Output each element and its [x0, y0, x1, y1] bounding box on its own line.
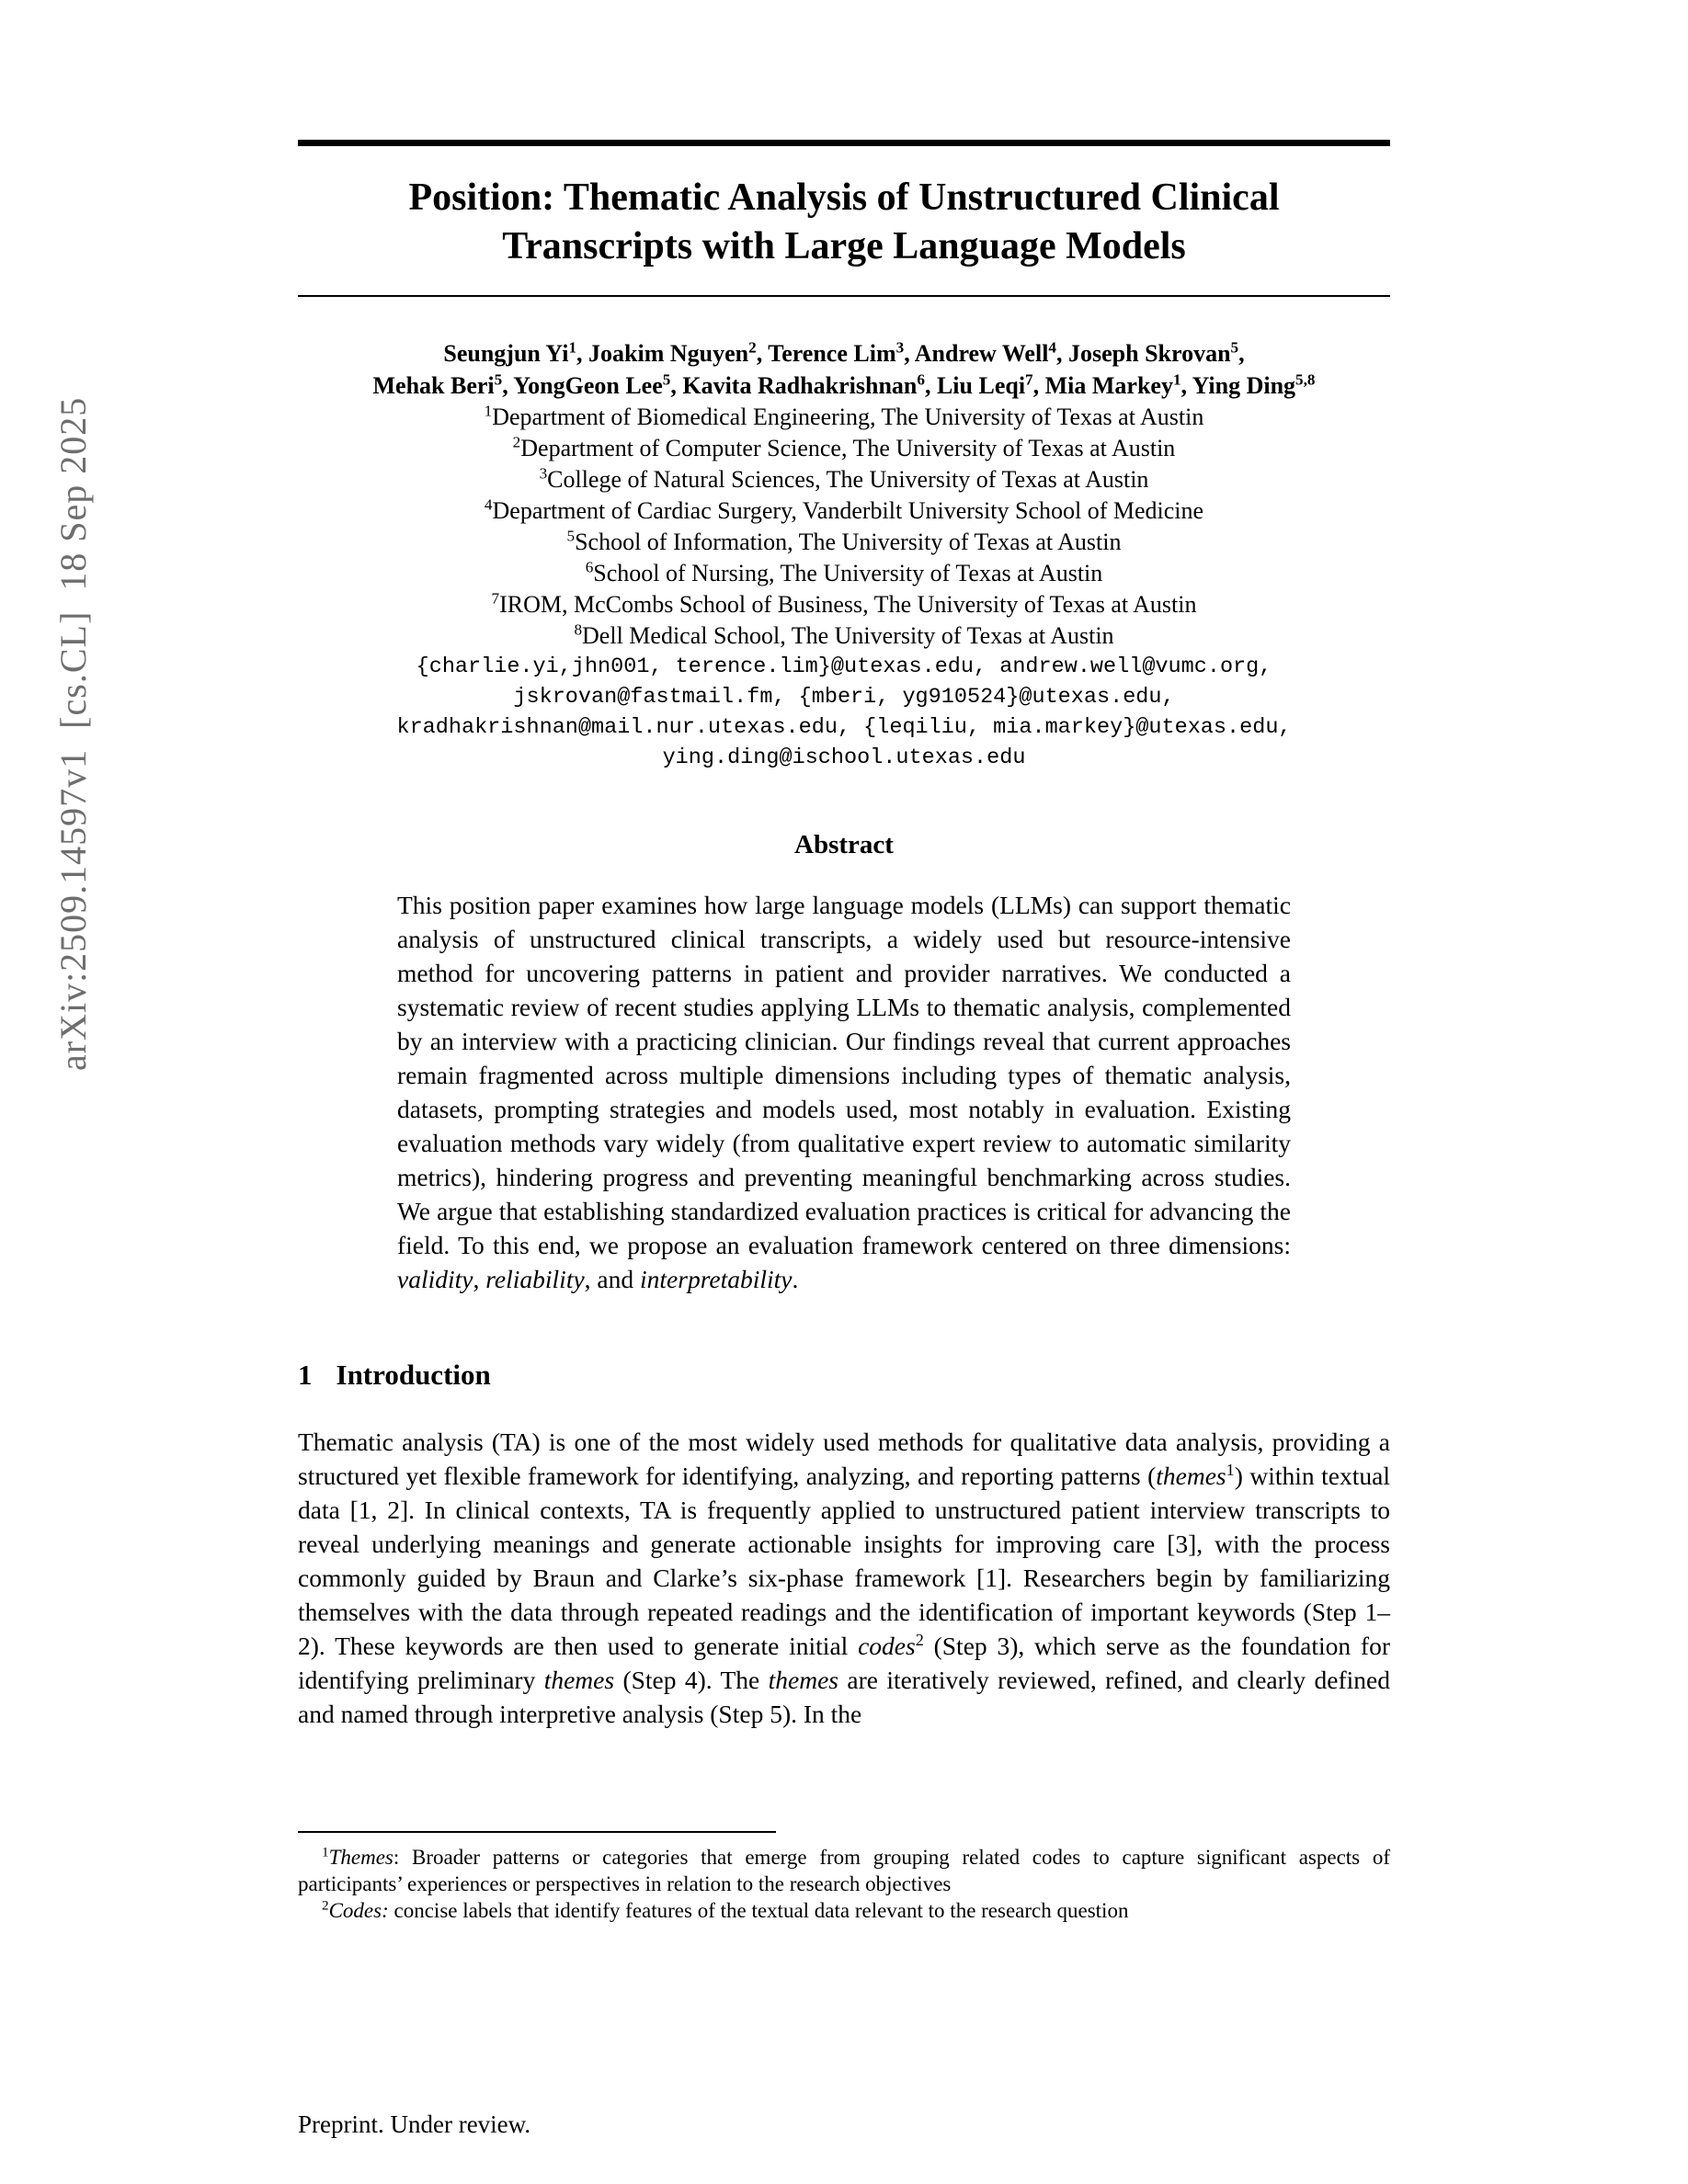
author-line-1: Seungjun Yi$^1$, Joakim Nguyen$^2$, Terence Lim$^3$, Andrew Well$^4$, Joseph Skrovan$^5$, — [443, 338, 1245, 367]
footnote-1: $^1$Themes: Broader patterns or categories that emerge from grouping related codes to capture significant aspects of participants’ experiences or perspectives in relation to the research objectives — [298, 1844, 1390, 1895]
email-line-3: kradhakrishnan@mail.nur.utexas.edu, {leqiliu, mia.markey}@utexas.edu, — [396, 715, 1292, 740]
affiliation-6: $^6$School of Nursing, The University of Texas at Austin — [585, 558, 1103, 586]
paper-title-line-2: Transcripts with Large Language Models — [502, 225, 1186, 267]
section-number: 1 — [298, 1359, 313, 1391]
arxiv-watermark-label: arXiv:2509.14597v1 [cs.CL] 18 Sep 2025 — [52, 396, 94, 1071]
abstract-heading: Abstract — [794, 830, 894, 859]
footnote-block — [298, 1831, 1390, 1924]
section-heading-introduction — [298, 1359, 1390, 1392]
affiliation-2: $^2$Department of Computer Science, The University of Texas at Austin — [512, 433, 1176, 461]
affiliation-8: $^8$Dell Medical School, The University of Texas at Austin — [574, 620, 1114, 649]
affiliation-7: $^7$IROM, McCombs School of Business, The University of Texas at Austin — [491, 589, 1197, 618]
title-rule-top — [298, 140, 1390, 146]
email-line-2: jskrovan@fastmail.fm, {mberi, yg910524}@utexas.edu, — [513, 685, 1175, 710]
title-rule-bottom — [298, 295, 1390, 297]
introduction-paragraph: Thematic analysis (TA) is one of the most widely used methods for qualitative data analysis, providing a structured yet flexible framework for identifying, analyzing, and reporting patterns (themes$^1$) within textual data [1, 2]. In clinical contexts, TA is frequently applied to unstructured patient interview transcripts to reveal underlying meanings and generate actionable insights for improving care [3], with the process commonly guided by Braun and Clarke’s six-phase framework [1]. Researchers begin by familiarizing themselves with the data through repeated readings and the identification of important keywords (Step 1–2). These keywords are then used to generate initial codes$^2$ (Step 3), which serve as the foundation for identifying preliminary themes (Step 4). The themes are iteratively reviewed, refined, and clearly defined and named through interpretive analysis (Step 5). In the — [298, 1428, 1390, 1728]
affiliation-3: $^3$College of Natural Sciences, The University of Texas at Austin — [539, 464, 1149, 493]
author-line-2: Mehak Beri$^5$, YongGeon Lee$^5$, Kavita Radhakrishnan$^6$, Liu Leqi$^7$, Mia Markey$^1$, Ying Ding$^{5,8}$ — [372, 370, 1316, 399]
paper-title-line-1: Position: Thematic Analysis of Unstructured Clinical — [408, 176, 1280, 219]
paper-title — [298, 174, 1390, 271]
paper-content — [298, 140, 1390, 1731]
email-block — [298, 652, 1390, 773]
preprint-notice: Preprint. Under review. — [298, 2110, 531, 2138]
email-line-4: ying.ding@ischool.utexas.edu — [662, 745, 1026, 770]
author-block — [298, 337, 1390, 402]
affiliation-5: $^5$School of Information, The University of Texas at Austin — [566, 527, 1122, 555]
affiliation-block — [298, 402, 1390, 652]
affiliation-4: $^4$Department of Cardiac Surgery, Vanderbilt University School of Medicine — [484, 495, 1204, 524]
footnote-2: $^2$Codes: concise labels that identify features of the textual data relevant to the research question — [322, 1897, 1129, 1922]
abstract-text: This position paper examines how large language models (LLMs) can support thematic analysis of unstructured clinical transcripts, a widely used but resource-intensive method for uncovering patterns in patient and provider narratives. We conducted a systematic review of recent studies applying LLMs to thematic analysis, complemented by an interview with a practicing clinician. Our findings reveal that current approaches remain fragmented across multiple dimensions including types of thematic analysis, datasets, prompting strategies and models used, most notably in evaluation. Existing evaluation methods vary widely (from qualitative expert review to automatic similarity metrics), hindering progress and preventing meaningful benchmarking across studies. We argue that establishing standardized evaluation practices is critical for advancing the field. To this end, we propose an evaluation framework centered on three dimensions: validity, reliability, and interpretability. — [397, 891, 1291, 1293]
section-title: Introduction — [336, 1359, 491, 1391]
footnote-rule — [298, 1831, 776, 1833]
affiliation-1: $^1$Department of Biomedical Engineering, The University of Texas at Austin — [484, 402, 1204, 430]
email-line-1: {charlie.yi,jhn001, terence.lim}@utexas.edu, andrew.well@vumc.org, — [416, 654, 1272, 679]
